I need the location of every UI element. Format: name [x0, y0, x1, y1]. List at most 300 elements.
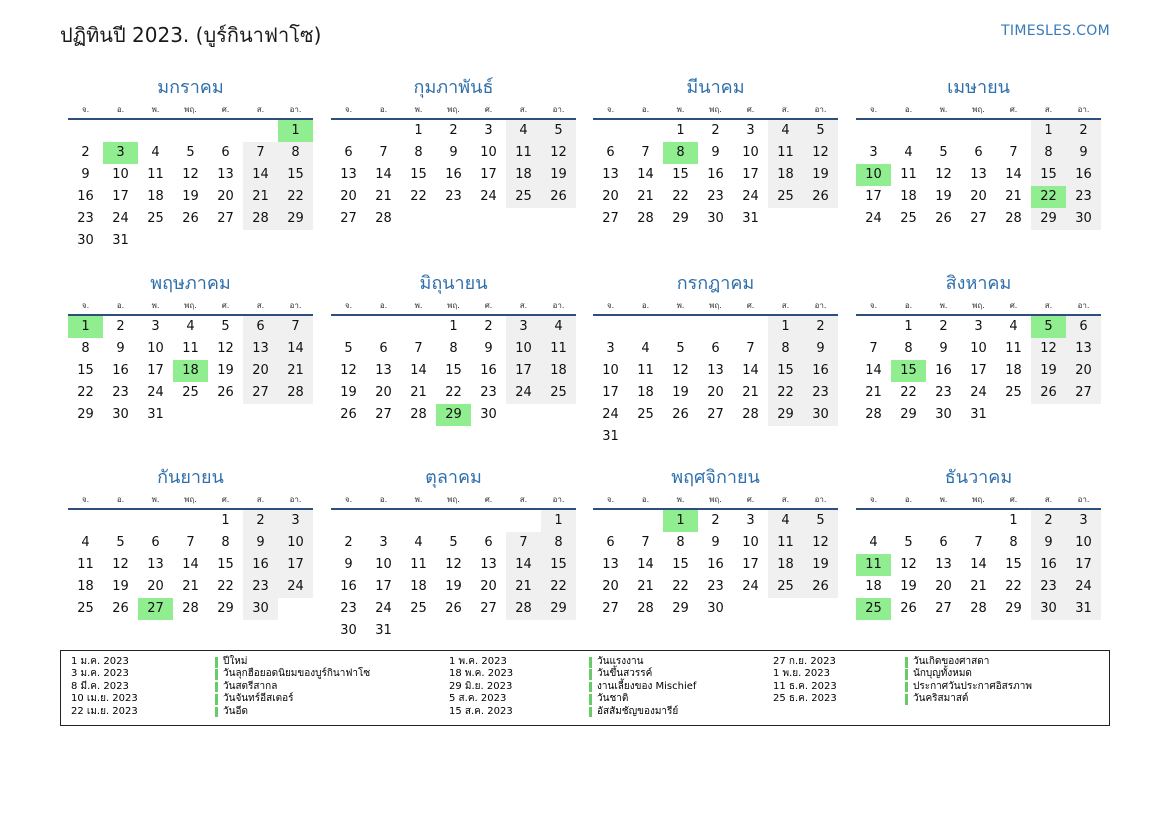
day-cell: 15 [1005, 557, 1022, 572]
weekday-label: จ. [81, 495, 90, 504]
weekday-label: จ. [344, 495, 353, 504]
month-name: ตุลาคม [425, 467, 482, 488]
day-cell: 25 [147, 211, 164, 226]
holiday-date: 8 มี.ค. 2023 [71, 680, 129, 692]
weekday-label: ส. [1044, 495, 1053, 504]
month-name: พฤษภาคม [150, 273, 231, 294]
weekday-header [331, 299, 576, 309]
day-cell: 6 [484, 535, 493, 550]
day-cell: 21 [243, 186, 278, 208]
weekday-label: ส. [256, 105, 265, 114]
day-cell: 31 [112, 233, 129, 248]
day-cell: 15 [278, 164, 313, 186]
day-cell: 29 [77, 407, 94, 422]
holiday-name: ประกาศวันประกาศอิสรภาพ [913, 680, 1032, 692]
day-cell: 31 [375, 623, 392, 638]
day-cell: 5 [344, 341, 353, 356]
weekday-label: จ. [606, 105, 615, 114]
day-cell: 19 [182, 189, 199, 204]
day-cell: 2 [711, 513, 720, 528]
day-cell: 27 [243, 382, 278, 404]
day-cell: 29 [672, 211, 689, 226]
weekday-label: ส. [781, 495, 790, 504]
day-cell: 18 [506, 164, 541, 186]
day-cell: 10 [1066, 532, 1101, 554]
day-cell: 17 [278, 554, 313, 576]
day-cell: 27 [480, 601, 497, 616]
day-cell: 16 [1031, 554, 1066, 576]
weekday-label: พ. [151, 301, 160, 310]
holiday-name: วันลุกฮือยอดนิยมของบูร์กินาฟาโซ [223, 668, 371, 680]
day-cell: 20 [217, 189, 234, 204]
weekday-header [331, 493, 576, 503]
day-cell: 6 [1066, 316, 1101, 338]
weekday-label: พฤ. [972, 105, 985, 114]
weekday-label: อ. [904, 105, 913, 114]
day-cell: 3 [278, 510, 313, 532]
day-cell: 2 [116, 319, 125, 334]
day-cell: 28 [278, 382, 313, 404]
weekday-label: ส. [519, 105, 528, 114]
day-cell: 21 [506, 576, 541, 598]
holiday-marker [589, 669, 592, 680]
day-cell: 22 [410, 189, 427, 204]
weekday-label: อา. [1077, 495, 1090, 504]
weekday-header [856, 493, 1101, 503]
day-cell: 28 [375, 211, 392, 226]
day-cell: 16 [1066, 164, 1101, 186]
holiday-day-cell: 8 [663, 142, 698, 164]
weekday-label: พ. [939, 301, 948, 310]
holiday-name: วันแรงงาน [597, 656, 644, 667]
day-cell: 3 [484, 123, 493, 138]
day-cell: 6 [221, 145, 230, 160]
day-cell: 14 [410, 363, 427, 378]
day-cell: 24 [112, 211, 129, 226]
holiday-marker [905, 682, 908, 693]
holiday-marker [589, 694, 592, 705]
weekday-label: พ. [939, 495, 948, 504]
day-cell: 17 [602, 385, 619, 400]
day-cell: 13 [147, 557, 164, 572]
holiday-day-cell: 1 [278, 120, 313, 142]
day-cell: 24 [506, 382, 541, 404]
day-cell: 16 [935, 363, 952, 378]
day-cell: 23 [1031, 576, 1066, 598]
day-cell: 7 [641, 535, 650, 550]
weekday-label: จ. [606, 495, 615, 504]
day-cell: 21 [410, 385, 427, 400]
day-cell: 19 [803, 554, 838, 576]
day-cell: 20 [480, 579, 497, 594]
weekday-label: อา. [289, 495, 302, 504]
holiday-name: วันอีด [223, 705, 248, 717]
day-cell: 6 [974, 145, 983, 160]
day-cell: 1 [221, 513, 230, 528]
day-cell: 11 [147, 167, 164, 182]
day-cell: 8 [1009, 535, 1018, 550]
day-cell: 10 [602, 363, 619, 378]
day-cell: 6 [344, 145, 353, 160]
weekday-label: พฤ. [184, 495, 197, 504]
day-cell: 7 [506, 532, 541, 554]
weekday-label: อ. [904, 301, 913, 310]
holiday-marker [905, 669, 908, 680]
day-cell: 27 [375, 407, 392, 422]
holiday-column [71, 656, 431, 718]
day-cell: 6 [606, 145, 615, 160]
holiday-date: 11 ธ.ค. 2023 [773, 680, 837, 692]
day-cell: 15 [217, 557, 234, 572]
day-cell: 13 [375, 363, 392, 378]
month-name: มกราคม [157, 77, 224, 98]
weekday-label: อ. [379, 301, 388, 310]
day-cell: 4 [904, 145, 913, 160]
holiday-day-cell: 1 [663, 510, 698, 532]
day-cell: 12 [445, 557, 462, 572]
day-cell: 15 [77, 363, 94, 378]
holiday-day-cell: 29 [436, 404, 471, 426]
day-cell: 20 [935, 579, 952, 594]
day-cell: 6 [606, 535, 615, 550]
day-cell: 1 [414, 123, 423, 138]
holiday-marker [215, 669, 218, 680]
day-cell: 8 [81, 341, 90, 356]
holiday-name: งานเลี้ยงของ Mischief [597, 680, 697, 692]
day-cell: 13 [243, 338, 278, 360]
day-cell: 27 [970, 211, 987, 226]
day-cell: 29 [672, 601, 689, 616]
day-cell: 30 [707, 211, 724, 226]
day-cell: 12 [112, 557, 129, 572]
day-cell: 24 [480, 189, 497, 204]
day-cell: 30 [77, 233, 94, 248]
day-cell: 26 [803, 576, 838, 598]
day-cell: 22 [672, 189, 689, 204]
day-cell: 1 [1009, 513, 1018, 528]
day-cell: 22 [217, 579, 234, 594]
weekday-label: พฤ. [447, 301, 460, 310]
day-cell: 7 [746, 341, 755, 356]
day-cell: 14 [865, 363, 882, 378]
day-cell: 5 [186, 145, 195, 160]
day-cell: 20 [375, 385, 392, 400]
day-cell: 3 [746, 123, 755, 138]
day-cell: 9 [484, 341, 493, 356]
day-cell: 11 [637, 363, 654, 378]
day-cell: 26 [112, 601, 129, 616]
weekday-label: ศ. [1009, 105, 1018, 114]
day-cell: 22 [77, 385, 94, 400]
day-cell: 4 [1009, 319, 1018, 334]
holiday-name: นักบุญทั้งหมด [913, 668, 972, 680]
day-cell: 7 [974, 535, 983, 550]
day-cell: 31 [1066, 598, 1101, 620]
holiday-marker [905, 657, 908, 668]
weekday-label: อ. [904, 495, 913, 504]
day-cell: 7 [186, 535, 195, 550]
day-cell: 26 [803, 186, 838, 208]
day-cell: 5 [904, 535, 913, 550]
day-cell: 6 [379, 341, 388, 356]
day-cell: 14 [243, 164, 278, 186]
day-cell: 15 [672, 167, 689, 182]
day-cell: 7 [869, 341, 878, 356]
holiday-row [71, 693, 431, 705]
month-name: กันยายน [157, 467, 224, 488]
holiday-date: 27 ก.ย. 2023 [773, 656, 836, 667]
holiday-date: 29 มิ.ย. 2023 [449, 680, 513, 692]
weekday-label: พฤ. [972, 301, 985, 310]
day-cell: 8 [541, 532, 576, 554]
holiday-row [773, 693, 1093, 705]
day-cell: 6 [711, 341, 720, 356]
day-cell: 5 [116, 535, 125, 550]
day-cell: 6 [243, 316, 278, 338]
day-cell: 30 [480, 407, 497, 422]
day-cell: 17 [480, 167, 497, 182]
day-cell: 24 [278, 576, 313, 598]
day-cell: 16 [112, 363, 129, 378]
holiday-row [773, 681, 1093, 693]
day-cell: 17 [1066, 554, 1101, 576]
day-cell: 19 [803, 164, 838, 186]
day-cell: 11 [768, 142, 803, 164]
weekday-label: อา. [289, 301, 302, 310]
weekday-label: พฤ. [447, 495, 460, 504]
day-cell: 13 [970, 167, 987, 182]
weekday-label: ศ. [1009, 495, 1018, 504]
day-cell: 26 [900, 601, 917, 616]
holiday-marker [215, 682, 218, 693]
day-cell: 2 [939, 319, 948, 334]
weekday-label: พฤ. [972, 495, 985, 504]
day-cell: 2 [484, 319, 493, 334]
weekday-label: ศ. [484, 495, 493, 504]
day-cell: 12 [217, 341, 234, 356]
holiday-column [449, 656, 809, 718]
day-cell: 2 [803, 316, 838, 338]
weekday-header [331, 103, 576, 113]
day-cell: 31 [742, 211, 759, 226]
day-cell: 28 [1005, 211, 1022, 226]
day-cell: 13 [707, 363, 724, 378]
day-cell: 26 [340, 407, 357, 422]
day-cell: 9 [116, 341, 125, 356]
holiday-legend [60, 650, 1110, 726]
day-cell: 8 [768, 338, 803, 360]
weekday-label: ส. [519, 301, 528, 310]
day-cell: 14 [375, 167, 392, 182]
day-cell: 27 [602, 211, 619, 226]
day-cell: 7 [278, 316, 313, 338]
holiday-marker [589, 682, 592, 693]
day-cell: 26 [541, 186, 576, 208]
day-cell: 15 [541, 554, 576, 576]
day-cell: 10 [375, 557, 392, 572]
weekday-label: ศ. [746, 495, 755, 504]
day-cell: 14 [637, 167, 654, 182]
day-cell: 3 [869, 145, 878, 160]
day-cell: 26 [182, 211, 199, 226]
weekday-header [68, 299, 313, 309]
day-cell: 2 [1031, 510, 1066, 532]
weekday-label: ศ. [746, 105, 755, 114]
day-cell: 25 [410, 601, 427, 616]
day-cell: 19 [112, 579, 129, 594]
day-cell: 6 [939, 535, 948, 550]
day-cell: 30 [1031, 598, 1066, 620]
day-cell: 4 [768, 510, 803, 532]
day-cell: 20 [1066, 360, 1101, 382]
holiday-day-cell: 18 [173, 360, 208, 382]
weekday-label: อ. [379, 495, 388, 504]
day-cell: 20 [602, 579, 619, 594]
day-cell: 27 [935, 601, 952, 616]
weekday-label: ส. [519, 495, 528, 504]
day-cell: 29 [1005, 601, 1022, 616]
day-cell: 29 [1031, 208, 1066, 230]
holiday-name: อัสสัมชัญของมารีย์ [597, 705, 679, 717]
holiday-row [449, 656, 809, 668]
day-cell: 13 [935, 557, 952, 572]
day-cell: 12 [182, 167, 199, 182]
day-cell: 14 [742, 363, 759, 378]
day-cell: 25 [637, 407, 654, 422]
month-name: เมษายน [947, 77, 1010, 98]
day-cell: 12 [900, 557, 917, 572]
day-cell: 19 [541, 164, 576, 186]
day-cell: 18 [77, 579, 94, 594]
day-cell: 7 [379, 145, 388, 160]
day-cell: 17 [147, 363, 164, 378]
day-cell: 12 [1031, 338, 1066, 360]
holiday-date: 1 พ.ค. 2023 [449, 656, 507, 667]
day-cell: 9 [939, 341, 948, 356]
day-cell: 7 [1009, 145, 1018, 160]
day-cell: 4 [414, 535, 423, 550]
weekday-header [68, 103, 313, 113]
day-cell: 3 [974, 319, 983, 334]
day-cell: 19 [217, 363, 234, 378]
day-cell: 9 [1066, 142, 1101, 164]
day-cell: 18 [410, 579, 427, 594]
day-cell: 14 [637, 557, 654, 572]
day-cell: 31 [602, 429, 619, 444]
day-cell: 16 [707, 557, 724, 572]
day-cell: 11 [768, 532, 803, 554]
day-cell: 12 [803, 532, 838, 554]
day-cell: 25 [541, 382, 576, 404]
day-cell: 12 [935, 167, 952, 182]
weekday-label: จ. [81, 301, 90, 310]
day-cell: 12 [340, 363, 357, 378]
day-cell: 12 [803, 142, 838, 164]
day-cell: 25 [77, 601, 94, 616]
day-cell: 29 [900, 407, 917, 422]
holiday-date: 1 พ.ย. 2023 [773, 668, 830, 680]
day-cell: 4 [869, 535, 878, 550]
day-cell: 11 [506, 142, 541, 164]
day-cell: 25 [900, 211, 917, 226]
day-cell: 13 [602, 557, 619, 572]
holiday-day-cell: 22 [1031, 186, 1066, 208]
day-cell: 20 [602, 189, 619, 204]
weekday-label: ส. [256, 301, 265, 310]
day-cell: 27 [217, 211, 234, 226]
day-cell: 24 [375, 601, 392, 616]
day-cell: 10 [147, 341, 164, 356]
day-cell: 25 [1005, 385, 1022, 400]
day-cell: 12 [672, 363, 689, 378]
weekday-label: อา. [552, 301, 565, 310]
day-cell: 1 [541, 510, 576, 532]
day-cell: 10 [506, 338, 541, 360]
day-cell: 7 [414, 341, 423, 356]
weekday-label: พฤ. [709, 301, 722, 310]
day-cell: 24 [147, 385, 164, 400]
day-cell: 2 [711, 123, 720, 138]
holiday-row [71, 656, 431, 668]
weekday-label: อา. [1077, 105, 1090, 114]
day-cell: 1 [768, 316, 803, 338]
day-cell: 13 [1066, 338, 1101, 360]
day-cell: 22 [900, 385, 917, 400]
day-cell: 5 [541, 120, 576, 142]
day-cell: 3 [506, 316, 541, 338]
day-cell: 2 [344, 535, 353, 550]
day-cell: 25 [182, 385, 199, 400]
day-cell: 17 [742, 557, 759, 572]
holiday-name: วันชาติ [597, 693, 629, 705]
holiday-row [71, 668, 431, 680]
weekday-header [856, 299, 1101, 309]
weekday-label: จ. [869, 301, 878, 310]
day-cell: 11 [541, 338, 576, 360]
weekday-label: ส. [1044, 301, 1053, 310]
day-cell: 21 [970, 579, 987, 594]
day-cell: 9 [1031, 532, 1066, 554]
weekday-label: อ. [116, 301, 125, 310]
weekday-label: พ. [414, 301, 423, 310]
day-cell: 11 [182, 341, 199, 356]
month-divider [68, 118, 313, 120]
day-cell: 20 [340, 189, 357, 204]
day-cell: 8 [221, 535, 230, 550]
holiday-row [449, 706, 809, 718]
month-name: มีนาคม [686, 77, 745, 98]
day-cell: 10 [112, 167, 129, 182]
day-cell: 23 [340, 601, 357, 616]
day-cell: 23 [935, 385, 952, 400]
day-cell: 23 [77, 211, 94, 226]
holiday-row [449, 668, 809, 680]
day-cell: 27 [707, 407, 724, 422]
weekday-header [593, 493, 838, 503]
weekday-label: ส. [1044, 105, 1053, 114]
day-cell: 29 [217, 601, 234, 616]
holiday-date: 25 ธ.ค. 2023 [773, 693, 837, 705]
holiday-row [71, 681, 431, 693]
holiday-day-cell: 10 [856, 164, 891, 186]
day-cell: 9 [344, 557, 353, 572]
brand-link[interactable]: TIMESLES.COM [1001, 23, 1110, 39]
day-cell: 10 [278, 532, 313, 554]
day-cell: 18 [541, 360, 576, 382]
weekday-label: อา. [289, 105, 302, 114]
weekday-label: พ. [414, 495, 423, 504]
day-cell: 11 [410, 557, 427, 572]
